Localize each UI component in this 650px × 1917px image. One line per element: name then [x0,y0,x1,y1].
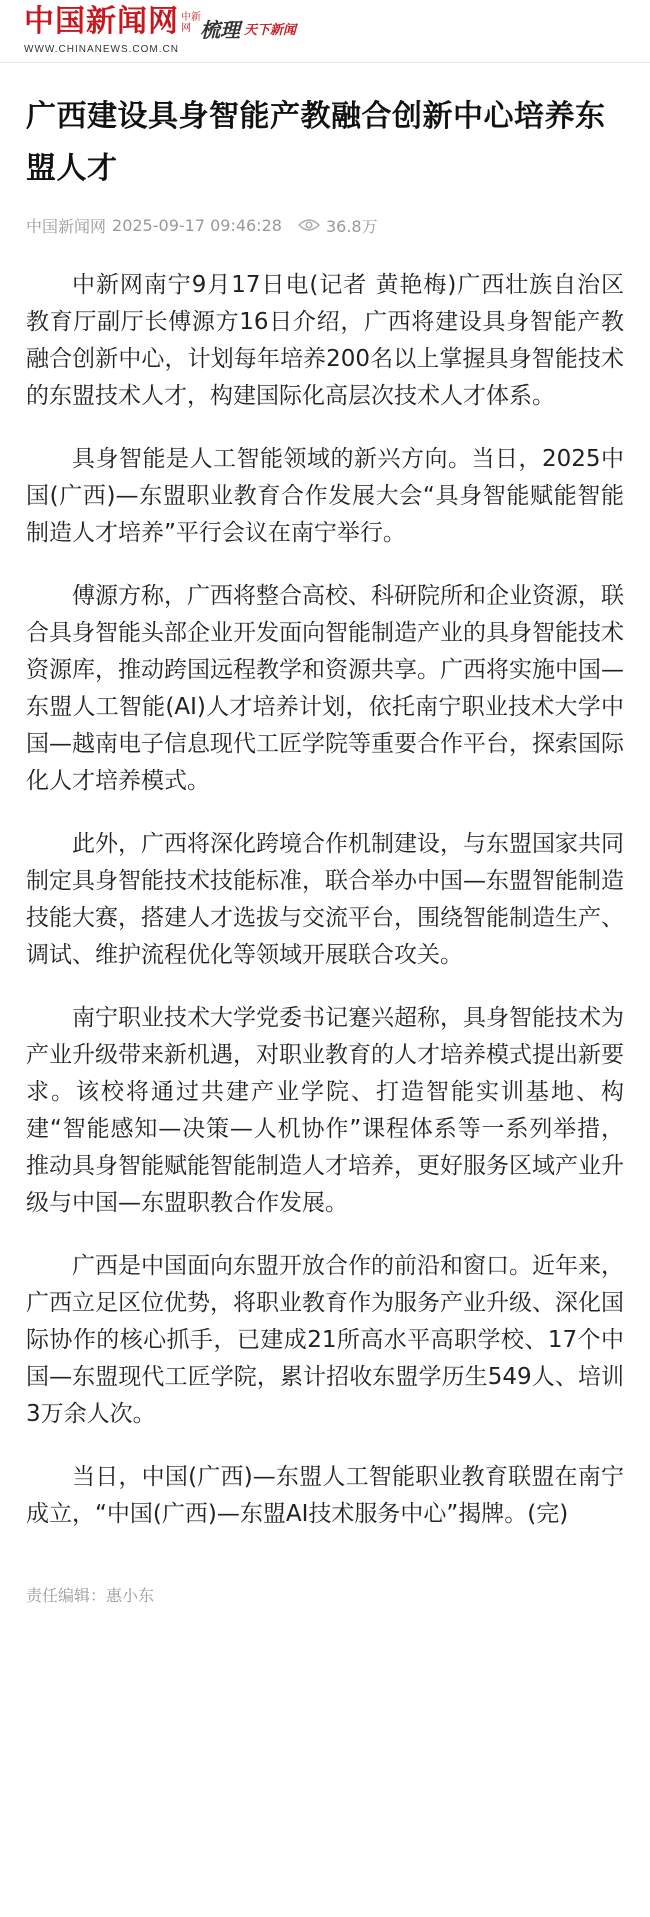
paragraph: 具身智能是人工智能领域的新兴方向。当日，2025中国(广西)—东盟职业教育合作发展大会“具身智能赋能智能制造人才培养”平行会议在南宁举行。 [26,446,624,546]
paragraph: 当日，中国(广西)—东盟人工智能职业教育联盟在南宁成立，“中国(广西)—东盟AI技术服务中心”揭牌。(完) [26,1464,624,1527]
paragraph: 广西是中国面向东盟开放合作的前沿和窗口。近年来，广西立足区位优势，将职业教育作为服务产业升级、深化国际协作的核心抓手，已建成21所高水平高职学校、17个中国—东盟现代工匠学院，累计招收东盟学历生549人、培训3万余人次。 [26,1253,624,1427]
eye-icon [298,218,320,232]
view-count: 36.8万 [325,216,378,236]
article-title: 广西建设具身智能产教融合创新中心培养东盟人才 [26,99,606,186]
slogan [200,14,296,43]
slogan-main: 梳理 [200,18,240,42]
paragraph: 傅源方称，广西将整合高校、科研院所和企业资源，联合具身智能头部企业开发面向智能制造产业的具身智能技术资源库，推动跨国远程教学和资源共享。广西将实施中国—东盟人工智能(AI)人才培养计划，依托南宁职业技术大学中国—越南电子信息现代工匠学院等重要合作平台，探索国际化人才培养模式。 [26,583,624,794]
article-meta [26,213,624,237]
paragraph: 此外，广西将深化跨境合作机制建设，与东盟国家共同制定具身智能技术技能标准，联合举办中国—东盟智能制造技能大赛，搭建人才选拔与交流平台，围绕智能制造生产、调试、维护流程优化等领域开展联合攻关。 [26,831,624,968]
site-logo[interactable] [24,4,203,40]
logo-text: 中国新闻网 [24,4,179,39]
slogan-sub: 天下新闻 [244,23,297,38]
site-url: WWW.CHINANEWS.COM.CN [24,44,179,55]
editor-credit: 责任编辑：惠小东 [26,1586,155,1605]
paragraph: 南宁职业技术大学党委书记蹇兴超称，具身智能技术为产业升级带来新机遇，对职业教育的人才培养模式提出新要求。该校将通过共建产业学院、打造智能实训基地、构建“智能感知—决策—人机协作”课程体系等一系列举措，推动具身智能赋能智能制造人才培养，更好服务区域产业升级与中国—东盟职教合作发展。 [26,1005,624,1216]
article [0,91,650,1606]
article-datetime: 2025-09-17 09:46:28 [112,215,282,235]
logo-tag: 中新网 [181,12,201,34]
paragraph: 中新网南宁9月17日电(记者 黄艳梅)广西壮族自治区教育厅副厅长傅源方16日介绍，广西将建设具身智能产教融合创新中心，计划每年培养200名以上掌握具身智能技术的东盟技术人才，构建国际化高层次技术人才体系。 [26,272,624,409]
article-body [26,267,624,1533]
site-header [0,0,650,63]
article-source[interactable]: 中国新闻网 [26,216,107,236]
